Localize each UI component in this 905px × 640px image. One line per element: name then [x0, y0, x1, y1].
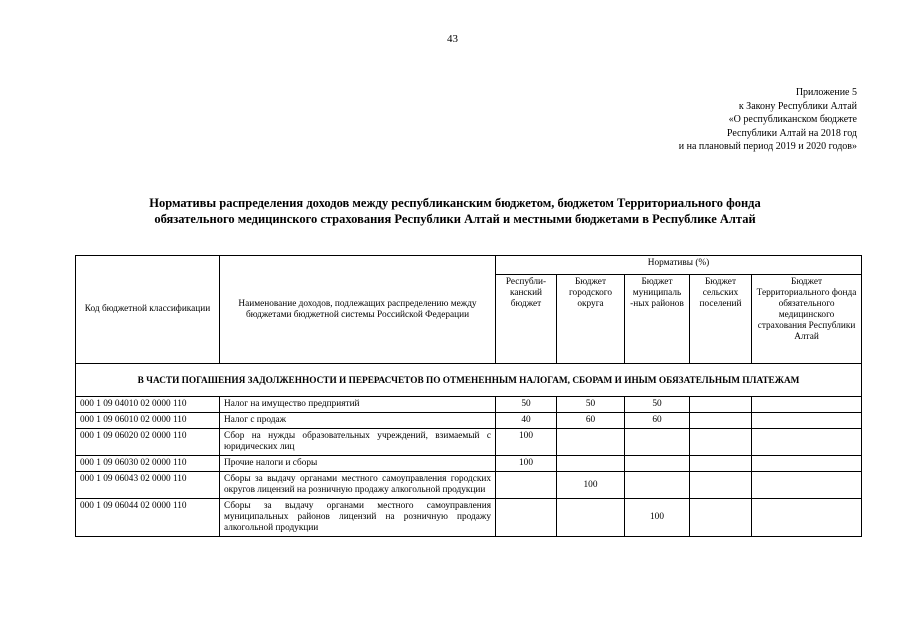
cell-republican: 100	[496, 456, 557, 472]
appendix-line: «О республиканском бюджете	[728, 114, 857, 125]
document-title	[60, 195, 850, 227]
cell-municipal	[625, 456, 690, 472]
cell-city: 50	[557, 397, 625, 413]
cell-republican: 50	[496, 397, 557, 413]
cell-city	[557, 456, 625, 472]
cell-republican	[496, 472, 557, 499]
cell-city	[557, 429, 625, 456]
cell-rural	[690, 397, 752, 413]
title-line: обязательного медицинского страхования Республики Алтай и местными бюджетами в Республике Алтай	[154, 212, 756, 226]
header-code: Код бюджетной классификации	[76, 256, 220, 364]
cell-city: 60	[557, 413, 625, 429]
norms-table	[75, 255, 862, 537]
section-heading: В ЧАСТИ ПОГАШЕНИЯ ЗАДОЛЖЕННОСТИ И ПЕРЕРАСЧЕТОВ ПО ОТМЕНЕННЫМ НАЛОГАМ, СБОРАМ И ИНЫМ ОБЯЗАТЕЛЬНЫМ ПЛАТЕЖАМ	[76, 364, 862, 397]
cell-municipal: 100	[625, 499, 690, 537]
header-rural: Бюджет сельских поселений	[690, 275, 752, 364]
header-city: Бюджет городского округа	[557, 275, 625, 364]
cell-tfoms	[752, 413, 862, 429]
cell-tfoms	[752, 499, 862, 537]
cell-name: Налог на имущество предприятий	[220, 397, 496, 413]
header-norms: Нормативы (%)	[496, 256, 862, 275]
table-row	[76, 397, 862, 413]
table-row	[76, 456, 862, 472]
appendix-line: Приложение 5	[795, 87, 857, 98]
cell-city	[557, 499, 625, 537]
cell-city: 100	[557, 472, 625, 499]
cell-municipal	[625, 429, 690, 456]
table-row	[76, 429, 862, 456]
cell-code: 000 1 09 06010 02 0000 110	[76, 413, 220, 429]
table-row	[76, 499, 862, 537]
cell-municipal: 60	[625, 413, 690, 429]
page-number: 43	[447, 33, 458, 45]
appendix-line: к Закону Республики Алтай	[738, 100, 857, 112]
cell-republican	[496, 499, 557, 537]
cell-republican: 100	[496, 429, 557, 456]
header-republican: Республи-канский бюджет	[496, 275, 557, 364]
cell-rural	[690, 472, 752, 499]
title-line: Нормативы распределения доходов между республиканским бюджетом, бюджетом Территориального фонда	[149, 196, 761, 210]
cell-code: 000 1 09 06030 02 0000 110	[76, 456, 220, 472]
cell-republican: 40	[496, 413, 557, 429]
cell-name: Налог с продаж	[220, 413, 496, 429]
cell-name: Сборы за выдачу органами местного самоуправления муниципальных районов лицензий на розничную продажу алкогольной продукции	[220, 499, 496, 537]
cell-code: 000 1 09 06043 02 0000 110	[76, 472, 220, 499]
cell-code: 000 1 09 06044 02 0000 110	[76, 499, 220, 537]
cell-tfoms	[752, 456, 862, 472]
cell-code: 000 1 09 06020 02 0000 110	[76, 429, 220, 456]
cell-municipal	[625, 472, 690, 499]
appendix-line: и на плановый период 2019 и 2020 годов»	[678, 141, 857, 152]
header-tfoms: Бюджет Территориального фонда обязательного медицинского страхования Республики Алтай	[752, 275, 862, 364]
appendix-line: Республики Алтай на 2018 год	[726, 127, 857, 139]
table-row	[76, 472, 862, 499]
cell-rural	[690, 413, 752, 429]
header-name: Наименование доходов, подлежащих распределению между бюджетами бюджетной системы Российской Федерации	[220, 256, 496, 364]
cell-name: Прочие налоги и сборы	[220, 456, 496, 472]
cell-municipal: 50	[625, 397, 690, 413]
header-municipal: Бюджет муниципаль -ных районов	[625, 275, 690, 364]
cell-tfoms	[752, 472, 862, 499]
cell-rural	[690, 429, 752, 456]
cell-rural	[690, 456, 752, 472]
cell-code: 000 1 09 04010 02 0000 110	[76, 397, 220, 413]
cell-rural	[690, 499, 752, 537]
cell-name: Сбор на нужды образовательных учреждений, взимаемый с юридических лиц	[220, 429, 496, 456]
appendix-note	[679, 86, 857, 154]
cell-tfoms	[752, 397, 862, 413]
cell-name: Сборы за выдачу органами местного самоуправления городских округов лицензий на розничную продажу алкогольной продукции	[220, 472, 496, 499]
cell-tfoms	[752, 429, 862, 456]
table-row	[76, 413, 862, 429]
